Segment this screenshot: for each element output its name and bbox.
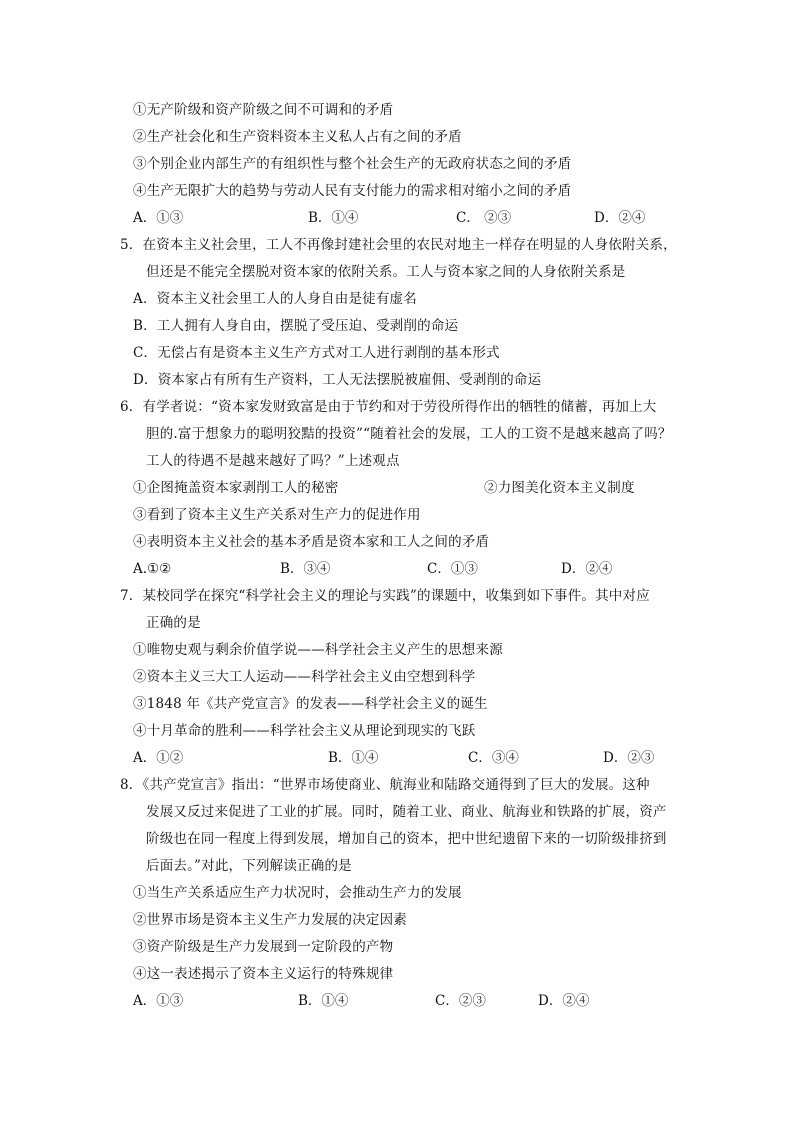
q6-options — [133, 560, 693, 578]
q7-option-b: B．①④ — [328, 750, 379, 766]
q6-option-c: C．①③ — [427, 561, 478, 577]
q8-option-d: D．②④ — [538, 993, 590, 1009]
q8-stem-1: 8．《共产党宣言》指出：“世界市场使商业、航海业和陆路交通得到了巨大的发展。这种 — [120, 777, 650, 793]
q7-item-3: ③1848 年《共产党宣言》的发表——科学社会主义的诞生 — [133, 696, 488, 712]
q4-option-b: B．①④ — [308, 210, 359, 226]
q7-option-a: A．①② — [133, 750, 184, 766]
q5-choice-a: A．资本主义社会里工人的人身自由是徒有虚名 — [133, 291, 417, 307]
q7-item-1: ①唯物史观与剩余价值学说——科学社会主义产生的思想来源 — [133, 642, 503, 658]
q5-choice-d: D．资本家占有所有生产资料，工人无法摆脱被雇佣、受剥削的命运 — [133, 372, 542, 388]
q7-option-c: C．③④ — [468, 750, 519, 766]
q8-item-2: ②世界市场是资本主义生产力发展的决定因素 — [133, 912, 407, 928]
q6-stem-3: 工人的待遇不是越来越好了吗？”上述观点 — [146, 453, 400, 469]
q8-item-3: ③资产阶级是生产力发展到一定阶段的产物 — [133, 939, 394, 955]
q8-option-a: A．①③ — [133, 993, 184, 1009]
q5-stem-1: 5．在资本主义社会里，工人不再像封建社会里的农民对地主一样存在明显的人身依附关系， — [120, 237, 677, 253]
q4-option-a: A．①③ — [133, 210, 184, 226]
q8-option-c: C．②③ — [435, 993, 486, 1009]
q8-options — [133, 992, 693, 1010]
q6-stem-2: 胆的.富于想象力的聪明狡黠的投资”“随着社会的发展，工人的工资不是越来越高了吗？ — [146, 426, 672, 442]
q8-item-1: ①当生产关系适应生产力状况时，会推动生产力的发展 — [133, 885, 462, 901]
q6-option-b: B．③④ — [280, 561, 331, 577]
q6-option-d: D．②④ — [561, 561, 613, 577]
q6-stem-1: 6．有学者说：“资本家发财致富是由于节约和对于劳役所得作出的牺牲的储蓄，再加上大 — [120, 399, 657, 415]
q5-choice-b: B．工人拥有人身自由，摆脱了受压迫、受剥削的命运 — [133, 318, 459, 334]
q8-stem-4: 后面去。”对此，下列解读正确的是 — [146, 858, 352, 874]
q6-option-a: A.①② — [133, 561, 172, 577]
q4-item-1: ①无产阶级和资产阶级之间不可调和的矛盾 — [133, 102, 394, 118]
q6-item-2: ②力图美化资本主义制度 — [484, 480, 635, 496]
q5-choice-c: C．无偿占有是资本主义生产方式对工人进行剥削的基本形式 — [133, 345, 500, 361]
q6-item-3: ③看到了资本主义生产关系对生产力的促进作用 — [133, 507, 421, 523]
q8-item-4: ④这一表述揭示了资本主义运行的特殊规律 — [133, 966, 394, 982]
q6-item-1: ①企图掩盖资本家剥削工人的秘密 — [133, 480, 339, 496]
q4-option-d: D．②④ — [594, 210, 646, 226]
q4-item-4: ④生产无限扩大的趋势与劳动人民有支付能力的需求相对缩小之间的矛盾 — [133, 183, 572, 199]
q8-stem-2: 发展又反过来促进了工业的扩展。同时，随着工业、商业、航海业和铁路的扩展，资产 — [146, 804, 667, 820]
q6-item-4: ④表明资本主义社会的基本矛盾是资本家和工人之间的矛盾 — [133, 534, 490, 550]
q7-option-d: D．②③ — [603, 750, 655, 766]
q4-options — [133, 209, 693, 227]
q7-item-4: ④十月革命的胜利——科学社会主义从理论到现实的飞跃 — [133, 723, 476, 739]
q7-item-2: ②资本主义三大工人运动——科学社会主义由空想到科学 — [133, 669, 476, 685]
q4-item-3: ③个别企业内部生产的有组织性与整个社会生产的无政府状态之间的矛盾 — [133, 156, 572, 172]
q4-item-2: ②生产社会化和生产资料资本主义私人占有之间的矛盾 — [133, 129, 462, 145]
q7-options — [133, 749, 693, 767]
q5-stem-2: 但还是不能完全摆脱对资本家的依附关系。工人与资本家之间的人身依附关系是 — [146, 264, 626, 280]
q7-stem-2: 正确的是 — [146, 615, 201, 631]
q8-stem-3: 阶级也在同一程度上得到发展，增加自己的资本，把中世纪遗留下来的一切阶级排挤到 — [146, 831, 667, 847]
q4-option-c: C． ②③ — [456, 210, 512, 226]
q8-option-b: B．①④ — [298, 993, 349, 1009]
q7-stem-1: 7．某校同学在探究“科学社会主义的理论与实践”的课题中，收集到如下事件。其中对应 — [120, 588, 650, 604]
